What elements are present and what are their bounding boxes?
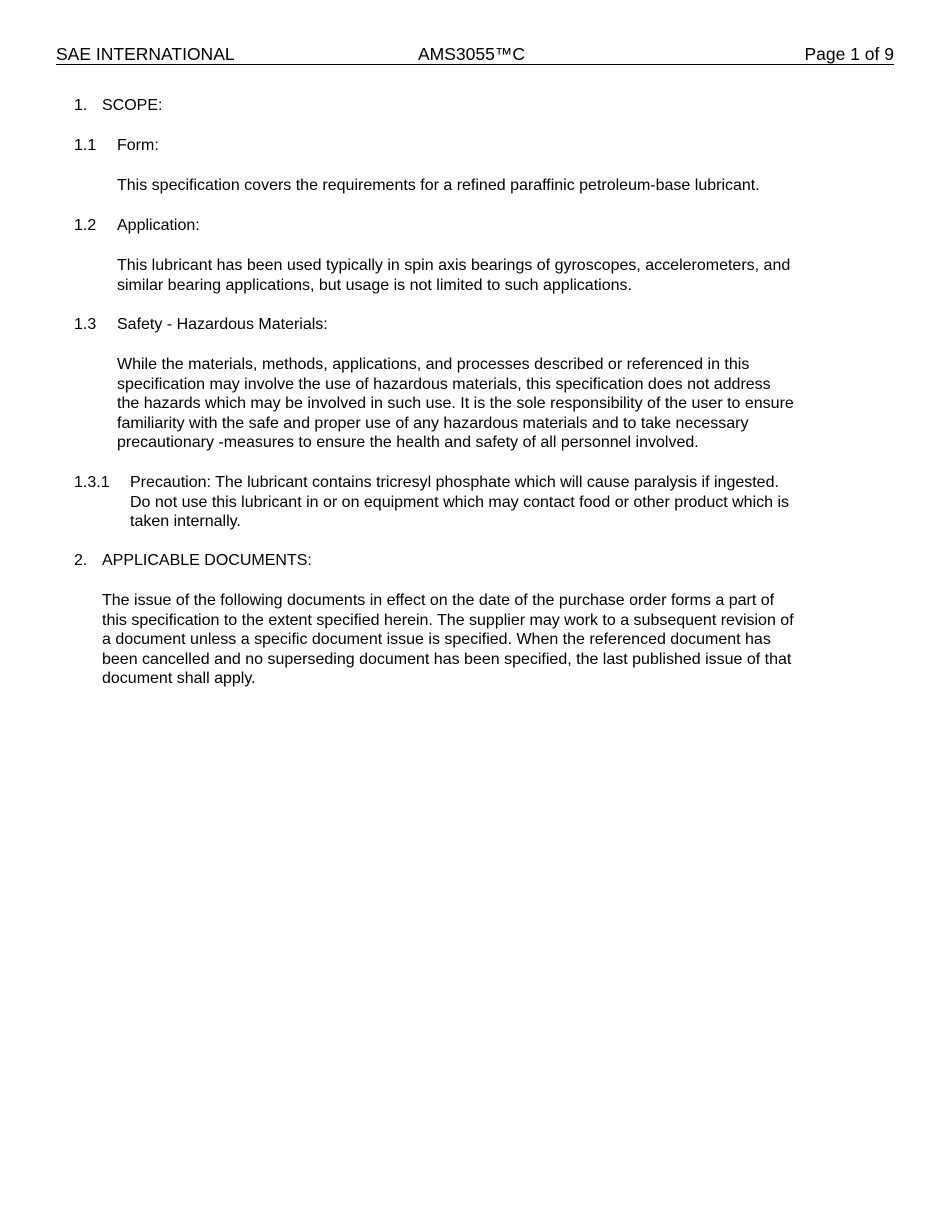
paragraph-line: While the materials, methods, applications, and processes described or referenced in this [117, 356, 750, 373]
paragraph-line: this specification to the extent specified herein. The supplier may work to a subsequent revision of [102, 611, 794, 629]
section-number: 2. [74, 552, 88, 569]
paragraph-line: familiarity with the safe and proper use of any hazardous materials and to take necessary [117, 414, 749, 432]
section-number: 1.2 [74, 217, 97, 234]
paragraph-line: precautionary -measures to ensure the health and safety of all personnel involved. [117, 434, 699, 451]
paragraph-line: Precaution: The lubricant contains tricresyl phosphate which will cause paralysis if ingested. [130, 474, 779, 491]
paragraph-line: the hazards which may be involved in such use. It is the sole responsibility of the user to ensure [117, 395, 794, 412]
page-header [56, 44, 894, 65]
section-2-paragraph [102, 591, 794, 689]
paragraph-line: taken internally. [130, 513, 241, 530]
header-doc-id: AMS3055™C [418, 44, 525, 64]
paragraph-line: Do not use this lubricant in or on equipment which may contact food or other product which is [130, 493, 790, 511]
paragraph-line: This specification covers the requirements for a refined paraffinic petroleum-base lubricant. [117, 177, 760, 194]
section-title: SCOPE: [102, 97, 163, 114]
section-1-3-1-paragraph [130, 473, 789, 532]
paragraph-line: This lubricant has been used typically in spin axis bearings of gyroscopes, accelerometers, and [117, 257, 791, 274]
section-number: 1.1 [74, 137, 97, 154]
section-number: 1. [74, 97, 88, 114]
section-1-1-paragraph [117, 176, 760, 196]
header-org: SAE INTERNATIONAL [56, 44, 235, 64]
section-title: Application: [117, 217, 200, 234]
section-number: 1.3.1 [74, 474, 110, 491]
paragraph-line: The issue of the following documents in effect on the date of the purchase order forms a part of [102, 592, 775, 609]
paragraph-line: similar bearing applications, but usage is not limited to such applications. [117, 276, 632, 294]
header-page-number: Page 1 of 9 [804, 44, 894, 64]
section-title: Safety - Hazardous Materials: [117, 316, 328, 333]
section-number: 1.3 [74, 316, 97, 333]
paragraph-line: specification may involve the use of hazardous materials, this specification does not address [117, 375, 771, 393]
paragraph-line: document shall apply. [102, 670, 256, 687]
section-1-2-paragraph [117, 256, 790, 295]
section-title: Form: [117, 137, 159, 154]
section-title: APPLICABLE DOCUMENTS: [102, 552, 312, 569]
paragraph-line: been cancelled and no superseding document has been specified, the last published issue of that [102, 650, 792, 668]
paragraph-line: a document unless a specific document issue is specified. When the referenced document has [102, 631, 771, 648]
section-1-3-paragraph [117, 355, 794, 453]
